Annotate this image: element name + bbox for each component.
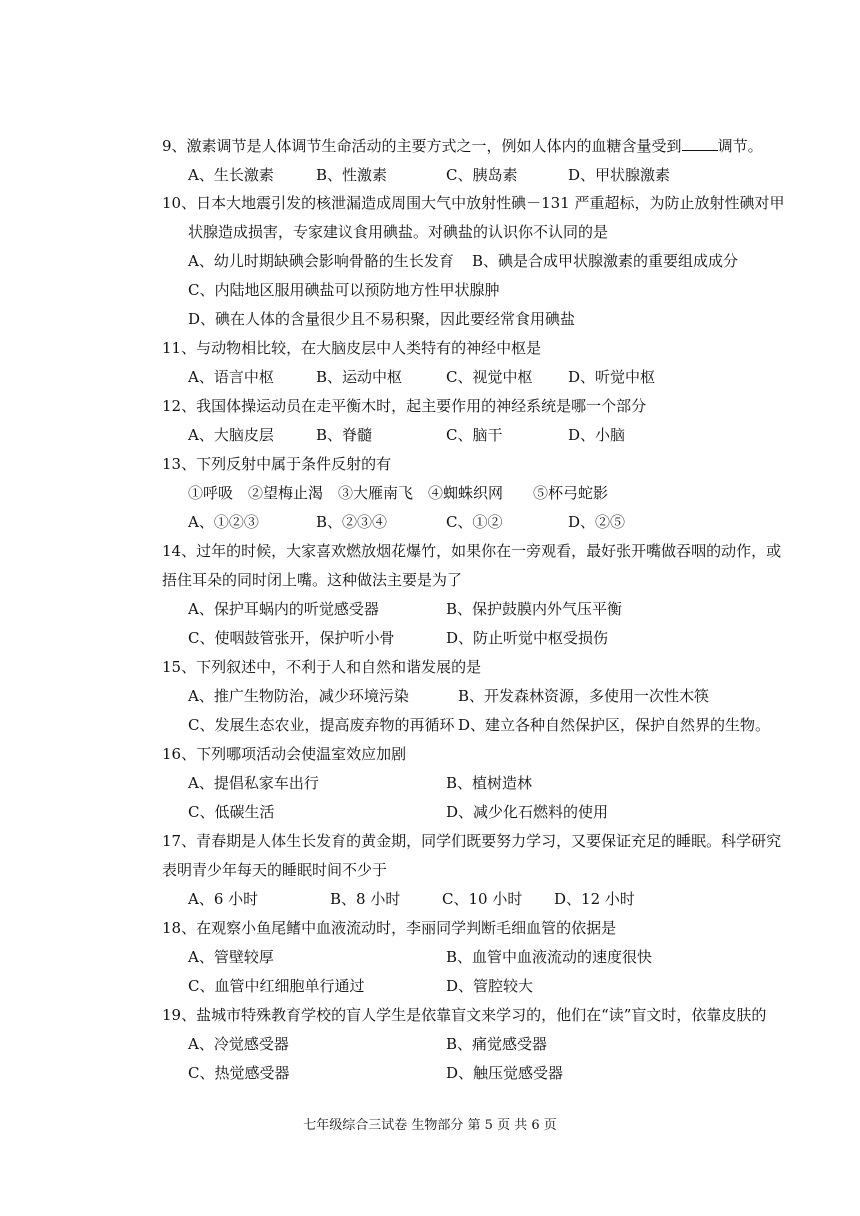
question-12-option-a: A、大脑皮层 [188, 426, 274, 444]
question-13-option-a: A、①②③ [188, 513, 259, 531]
question-13-option-c: C、①② [446, 513, 503, 531]
question-15-option-d: D、建立各种自然保护区，保护自然界的生物。 [458, 716, 771, 734]
question-13-option-d: D、②⑤ [568, 513, 626, 531]
question-12-option-b: B、脊髓 [316, 426, 373, 444]
question-19-option-d: D、触压觉感受器 [446, 1064, 564, 1082]
question-15-option-a: A、推广生物防治，减少环境污染 [188, 687, 409, 705]
question-17-option-b: B、8 小时 [330, 890, 401, 908]
question-13-option-b: B、②③④ [316, 513, 388, 531]
question-13-items: ①呼吸 ②望梅止渴 ③大雁南飞 ④蜘蛛织网 ⑤杯弓蛇影 [188, 484, 609, 502]
question-9-option-c: C、胰岛素 [446, 166, 518, 184]
question-9-option-a: A、生长激素 [188, 166, 274, 184]
question-14-option-c: C、使咽鼓管张开，保护听小骨 [188, 629, 395, 647]
question-9-option-b: B、性激素 [316, 166, 388, 184]
question-19-option-a: A、冷觉感受器 [188, 1035, 289, 1053]
question-18-option-d: D、管腔较大 [446, 977, 534, 995]
question-10-option-d: D、碘在人体的含量很少且不易积聚，因此要经常食用碘盐 [188, 310, 576, 328]
question-17-option-a: A、6 小时 [188, 890, 259, 908]
question-18-stem: 18、在观察小鱼尾鳍中血液流动时，李丽同学判断毛细血管的依据是 [162, 919, 617, 937]
question-17-option-d: D、12 小时 [554, 890, 635, 908]
question-10-stem: 10、日本大地震引发的核泄漏造成周围大气中放射性碘－131 严重超标，为防止放射性碘对甲 [162, 194, 785, 212]
question-9-option-d: D、甲状腺激素 [568, 166, 671, 184]
question-15-option-c: C、发展生态农业，提高废弃物的再循环 [188, 716, 455, 734]
question-17-option-c: C、10 小时 [442, 890, 523, 908]
question-19-option-c: C、热觉感受器 [188, 1064, 290, 1082]
question-14-option-b: B、保护鼓膜内外气压平衡 [446, 600, 623, 618]
question-10-stem-cont: 状腺造成损害，专家建议食用碘盐。对碘盐的认识你不认同的是 [188, 223, 609, 241]
page-footer: 七年级综合三试卷 生物部分 第 5 页 共 6 页 [303, 1118, 557, 1133]
question-17-stem: 17、青春期是人体生长发育的黄金期，同学们既要努力学习，又要保证充足的睡眠。科学研究 [162, 832, 782, 850]
question-16-option-b: B、植树造林 [446, 774, 533, 792]
question-11-option-c: C、视觉中枢 [446, 368, 533, 386]
question-11-option-d: D、听觉中枢 [568, 368, 656, 386]
question-12-stem: 12、我国体操运动员在走平衡木时，起主要作用的神经系统是哪一个部分 [162, 397, 647, 415]
question-18-option-b: B、血管中血液流动的速度很快 [446, 948, 653, 966]
question-9-stem: 9、激素调节是人体调节生命活动的主要方式之一，例如人体内的血糖含量受到 调节。 [162, 137, 763, 155]
question-16-option-c: C、低碳生活 [188, 803, 275, 821]
question-16-stem: 16、下列哪项活动会使温室效应加剧 [162, 745, 407, 763]
question-19-option-b: B、痛觉感受器 [446, 1035, 548, 1053]
answer-blank [682, 136, 718, 151]
question-13-stem: 13、下列反射中属于条件反射的有 [162, 455, 392, 473]
question-11-stem: 11、与动物相比较，在大脑皮层中人类特有的神经中枢是 [162, 339, 542, 357]
question-11-option-a: A、语言中枢 [188, 368, 274, 386]
question-11-option-b: B、运动中枢 [316, 368, 403, 386]
question-12-option-d: D、小脑 [568, 426, 626, 444]
question-19-stem: 19、盐城市特殊教育学校的盲人学生是依靠盲文来学习的，他们在“读”盲文时，依靠皮肤的 [162, 1006, 767, 1024]
question-17-stem-cont: 表明青少年每天的睡眠时间不少于 [162, 861, 388, 879]
question-16-option-d: D、减少化石燃料的使用 [446, 803, 609, 821]
question-15-stem: 15、下列叙述中，不利于人和自然和谐发展的是 [162, 658, 482, 676]
question-12-option-c: C、脑干 [446, 426, 503, 444]
question-16-option-a: A、提倡私家车出行 [188, 774, 319, 792]
question-14-stem: 14、过年的时候，大家喜欢燃放烟花爆竹，如果你在一旁观看，最好张开嘴做吞咽的动作，或 [162, 542, 782, 560]
question-10-option-c: C、内陆地区服用碘盐可以预防地方性甲状腺肿 [188, 281, 500, 299]
question-10-option-b: B、碘是合成甲状腺激素的重要组成成分 [472, 252, 739, 270]
question-14-option-a: A、保护耳蜗内的听觉感受器 [188, 600, 379, 618]
question-14-option-d: D、防止听觉中枢受损伤 [446, 629, 609, 647]
question-14-stem-cont: 捂住耳朵的同时闭上嘴。这种做法主要是为了 [162, 571, 463, 589]
question-15-option-b: B、开发森林资源，多使用一次性木筷 [458, 687, 710, 705]
question-10-option-a: A、幼儿时期缺碘会影响骨骼的生长发育 [188, 252, 454, 270]
question-18-option-c: C、血管中红细胞单行通过 [188, 977, 365, 995]
question-18-option-a: A、管壁较厚 [188, 948, 274, 966]
